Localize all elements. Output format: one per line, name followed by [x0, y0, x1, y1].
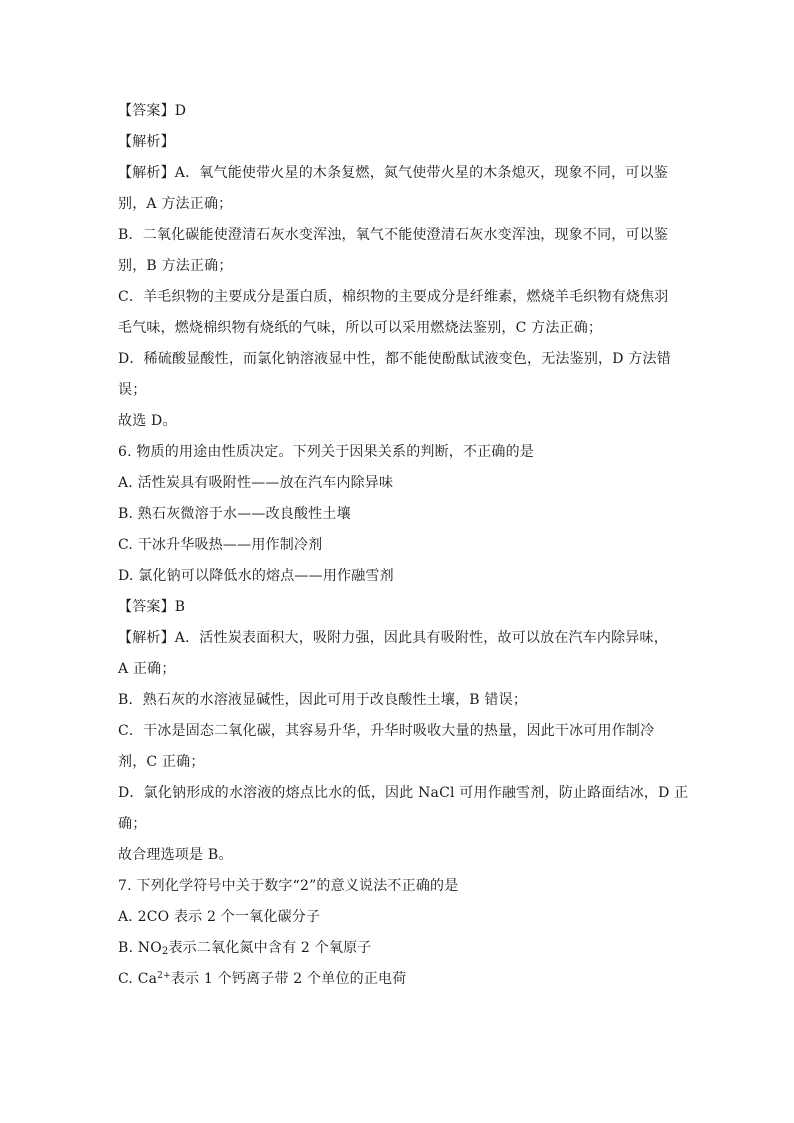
document-page [118, 96, 688, 995]
q7-option-c [118, 964, 688, 995]
q7-option-b-suffix: 表示二氧化氮中含有 2 个氧原子 [168, 940, 372, 956]
q7-option-c-suffix: 表示 1 个钙离子带 2 个单位的正电荷 [170, 971, 407, 987]
q6-analysis-line: 确； [118, 816, 147, 832]
q6-analysis-line: C．干冰是固态二氧化碳，其容易升华，升华时吸收大量的热量，因此干冰可用作制冷 [118, 723, 655, 739]
q5-analysis-line: C．羊毛织物的主要成分是蛋白质，棉织物的主要成分是纤维素，燃烧羊毛织物有烧焦羽 [118, 289, 669, 305]
q5-analysis-line: 别，B 方法正确； [118, 258, 233, 274]
q7-option-c-prefix: C. Ca [118, 971, 158, 987]
q5-analysis-line: 【解析】A．氧气能使带火星的木条复燃，氮气使带火星的木条熄灭，现象不同，可以鉴 [118, 165, 668, 181]
q5-analysis-line: 别，A 方法正确； [118, 196, 233, 212]
q6-analysis-line: 【解析】A．活性炭表面积大，吸附力强，因此具有吸附性，故可以放在汽车内除异味， [118, 630, 668, 646]
q7-option-a: A. 2CO 表示 2 个一氧化碳分子 [118, 909, 321, 925]
q6-answer: 【答案】B [118, 599, 186, 615]
q5-analysis-line: B．二氧化碳能使澄清石灰水变浑浊，氧气不能使澄清石灰水变浑浊，现象不同，可以鉴 [118, 227, 669, 243]
q6-conclusion: 故合理选项是 B。 [118, 847, 233, 863]
q6-analysis-line: D．氯化钠形成的水溶液的熔点比水的低，因此 NaCl 可用作融雪剂，防止路面结冰，D 正 [118, 785, 689, 801]
q5-analysis-line: 误； [118, 382, 147, 398]
q6-analysis-line: 剂，C 正确； [118, 754, 205, 770]
q7-option-b-subscript: 2 [161, 946, 169, 957]
q7-question: 7. 下列化学符号中关于数字“2”的意义说法不正确的是 [118, 878, 459, 894]
q6-option-d: D. 氯化钠可以降低水的熔点——用作融雪剂 [118, 568, 394, 584]
q5-analysis-line: D．稀硫酸显酸性，而氯化钠溶液显中性，都不能使酚酞试液变色，无法鉴别，D 方法错 [118, 351, 671, 367]
q6-option-c: C. 干冰升华吸热——用作制冷剂 [118, 537, 323, 553]
q6-option-b: B. 熟石灰微溶于水——改良酸性土壤 [118, 506, 351, 522]
q7-option-c-superscript: 2+ [157, 971, 171, 981]
q6-analysis-line: B．熟石灰的水溶液显碱性，因此可用于改良酸性土壤，B 错误； [118, 692, 528, 708]
q5-analysis-heading: 【解析】 [118, 134, 175, 150]
q6-option-a: A. 活性炭具有吸附性——放在汽车内除异味 [118, 475, 394, 491]
q7-option-b-prefix: B. NO [118, 940, 162, 956]
q6-question: 6. 物质的用途由性质决定。下列关于因果关系的判断，不正确的是 [118, 444, 535, 460]
q5-conclusion: 故选 D。 [118, 413, 177, 429]
q5-answer: 【答案】D [118, 103, 187, 119]
q5-analysis-line: 毛气味，燃烧棉织物有烧纸的气味，所以可以采用燃烧法鉴别，C 方法正确； [118, 320, 603, 336]
q6-analysis-line: A 正确； [118, 661, 176, 677]
q7-option-b [118, 933, 688, 964]
